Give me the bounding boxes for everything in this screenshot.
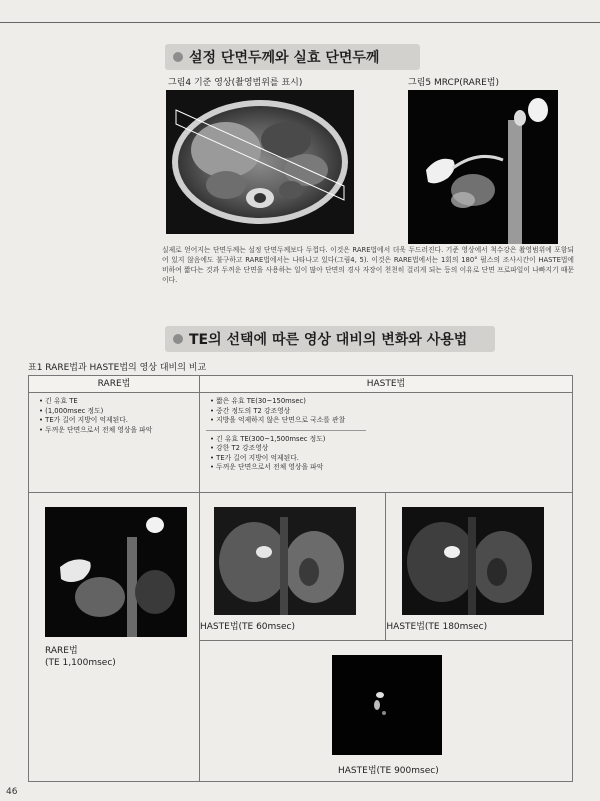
haste180-mri-image [402,507,544,615]
figure5-caption: 그림5 MRCP(RARE법) [408,78,499,88]
list-item: • TE가 길어 지방이 억제된다. [39,416,193,426]
haste180-caption: HASTE법(TE 180msec) [386,622,488,632]
haste180-cell [386,493,573,641]
table-header-rare: RARE법 [29,376,200,393]
haste60-mri-drawing [214,507,356,615]
mrcp-drawing [408,90,558,244]
bullet-dot-icon [173,334,183,344]
haste900-caption: HASTE법(TE 900msec) [338,766,439,776]
list-item: • 지방을 억제하지 않은 단면으로 국소를 관찰 [210,416,566,426]
haste-properties-cell [200,393,573,493]
rare-image-cell [29,493,200,782]
section-title-te-selection [165,326,495,352]
body-paragraph: 실제로 얻어지는 단면두께는 설정 단면두께보다 두껍다. 이것은 RARE법에서 더욱 두드러진다. 기준 영상에서 척수강은 촬영범위에 포함되어 있지 않음에도 불구하고 RARE법에서는 나타나고 있다(그림4, 5). 이것은 RARE법에서는 1회의 180° 펄스의 조사시간이 HASTE법에 비하여 짧다는 것과 두꺼운 단면을 사용하는 일이 많아 단면의 경사 자장이 천천히 걸리게 되는 등의 이유로 단면 프로파일이 나빠지기 때문이다. [162,246,574,284]
list-item: • 긴 유효 TE [39,397,193,407]
rare-mri-drawing [45,507,187,637]
haste900-mri-image [332,655,442,755]
list-item: • 강한 T2 강조영상 [210,444,566,454]
list-item: • 두꺼운 단면으로서 전체 영상을 파악 [39,426,193,436]
figure4-caption: 그림4 기준 영상(촬영범위를 표시) [168,78,303,88]
mrcp-rare-image [408,90,558,244]
section-title-slice-thickness [165,44,420,70]
top-rule [0,22,600,23]
section-title-text: TE의 선택에 따른 영상 대비의 변화와 사용법 [189,332,468,348]
rare-caption-line1: RARE법 [45,646,78,656]
haste180-mri-drawing [402,507,544,615]
table-header-haste: HASTE법 [200,376,573,393]
list-item: • (1,000msec 정도) [39,407,193,417]
rare-properties-cell [29,393,200,493]
rare-image-caption [45,645,116,669]
axial-mri-image [166,90,354,234]
axial-mri-drawing [166,90,354,234]
haste900-mri-drawing [332,655,442,755]
page-number: 46 [6,787,18,797]
haste60-mri-image [214,507,356,615]
list-item: • 중간 정도의 T2 강조영상 [210,407,566,417]
list-item: • 긴 유효 TE(300~1,500msec 정도) [210,435,566,445]
list-item: • TE가 길어 지방이 억제된다. [210,454,566,464]
haste900-cell [200,641,573,782]
rare-caption-line2: (TE 1,100msec) [45,658,116,668]
haste60-cell [200,493,386,641]
bullet-dot-icon [173,52,183,62]
list-item: • 두꺼운 단면으로서 전체 영상을 파악 [210,463,566,473]
table-label: 표1 RARE법과 HASTE법의 영상 대비의 비교 [28,363,207,373]
comparison-table [28,375,573,782]
rare-mri-image [45,507,187,637]
haste60-caption: HASTE법(TE 60msec) [200,622,295,632]
list-item: • 짧은 유효 TE(30~150msec) [210,397,566,407]
section-title-text: 설정 단면두께와 실효 단면두께 [189,50,380,66]
